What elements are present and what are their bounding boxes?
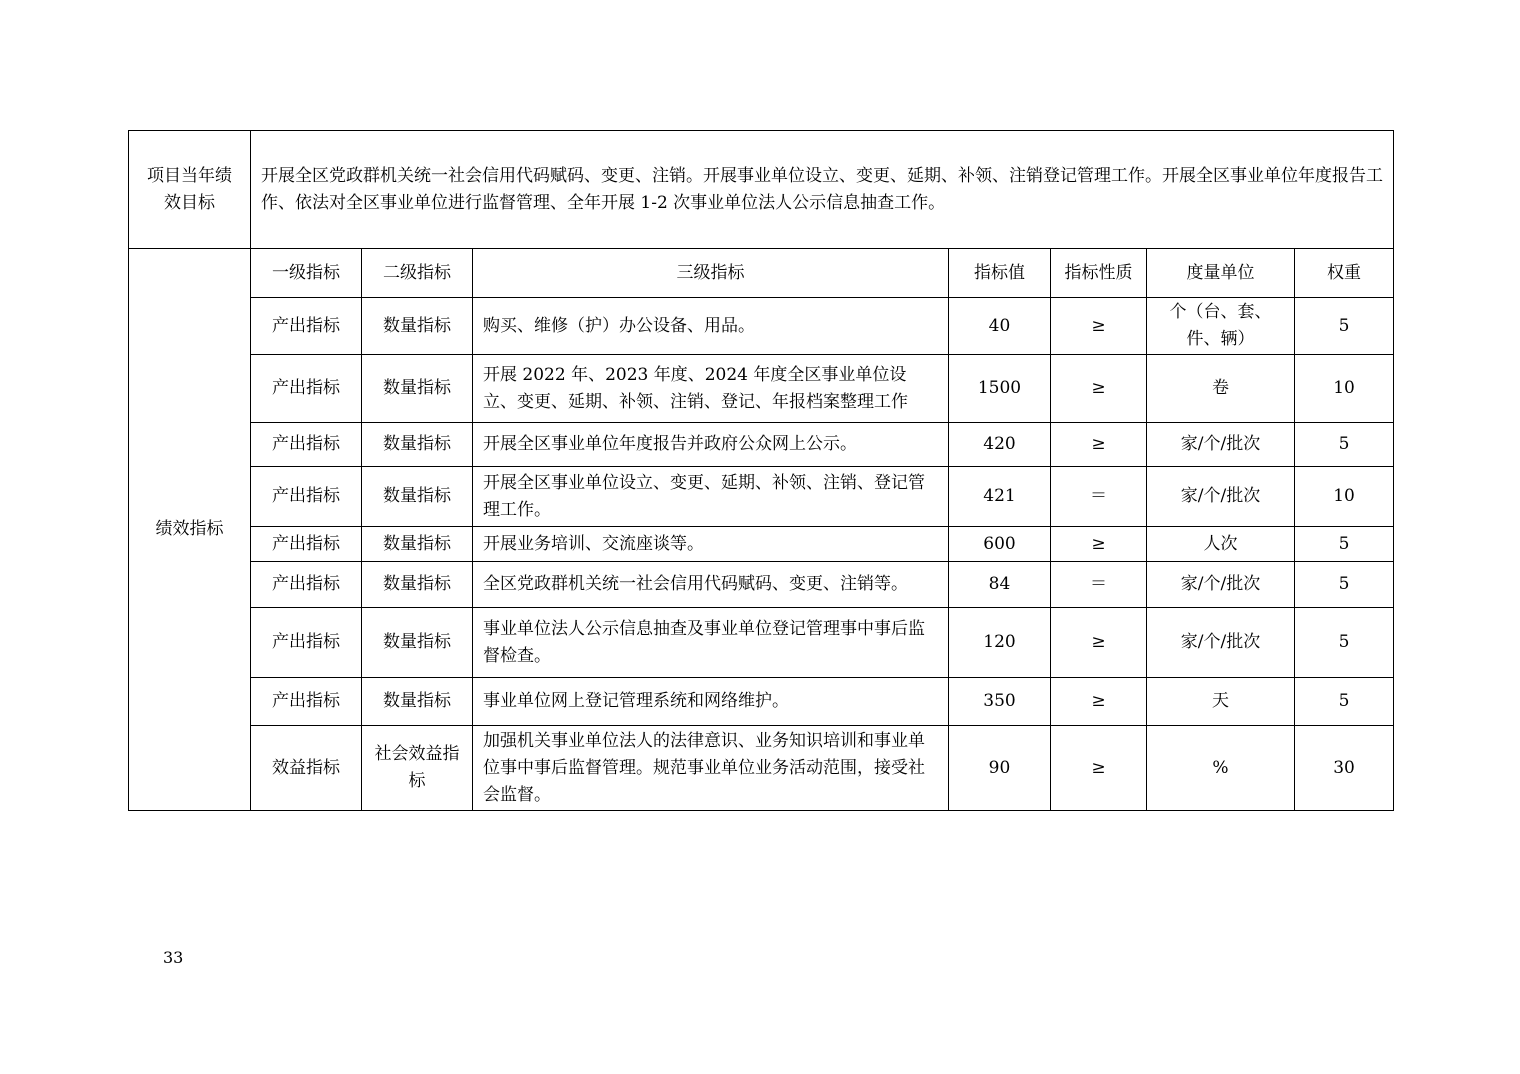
level2-cell: 数量指标 bbox=[362, 423, 473, 467]
value-cell: 600 bbox=[949, 527, 1051, 562]
level3-cell: 开展全区事业单位年度报告并政府公众网上公示。 bbox=[473, 423, 949, 467]
value-cell: 420 bbox=[949, 423, 1051, 467]
value-cell: 84 bbox=[949, 562, 1051, 608]
unit-cell: 个（台、套、件、辆） bbox=[1147, 298, 1295, 355]
goal-label: 项目当年绩效目标 bbox=[129, 131, 251, 249]
level2-cell: 数量指标 bbox=[362, 298, 473, 355]
weight-cell: 5 bbox=[1295, 423, 1394, 467]
level2-cell: 数量指标 bbox=[362, 527, 473, 562]
table-row bbox=[129, 423, 1394, 467]
level1-cell: 产出指标 bbox=[251, 298, 362, 355]
nature-cell: ＝ bbox=[1051, 467, 1147, 527]
level2-cell: 数量指标 bbox=[362, 467, 473, 527]
weight-cell: 10 bbox=[1295, 355, 1394, 423]
level3-cell: 事业单位网上登记管理系统和网络维护。 bbox=[473, 678, 949, 726]
value-cell: 350 bbox=[949, 678, 1051, 726]
level3-cell: 全区党政群机关统一社会信用代码赋码、变更、注销等。 bbox=[473, 562, 949, 608]
nature-cell: ＝ bbox=[1051, 562, 1147, 608]
header-level1: 一级指标 bbox=[251, 249, 362, 298]
table-row bbox=[129, 608, 1394, 678]
nature-cell: ≥ bbox=[1051, 298, 1147, 355]
level1-cell: 产出指标 bbox=[251, 423, 362, 467]
indicators-label: 绩效指标 bbox=[129, 249, 251, 811]
unit-cell: 卷 bbox=[1147, 355, 1295, 423]
weight-cell: 5 bbox=[1295, 527, 1394, 562]
level3-cell: 加强机关事业单位法人的法律意识、业务知识培训和事业单位事中事后监督管理。规范事业单位业务活动范围，接受社会监督。 bbox=[473, 726, 949, 811]
table-row bbox=[129, 355, 1394, 423]
performance-table bbox=[128, 130, 1394, 811]
level2-cell: 社会效益指标 bbox=[362, 726, 473, 811]
level3-cell: 事业单位法人公示信息抽查及事业单位登记管理事中事后监督检查。 bbox=[473, 608, 949, 678]
level2-cell: 数量指标 bbox=[362, 678, 473, 726]
goal-text: 开展全区党政群机关统一社会信用代码赋码、变更、注销。开展事业单位设立、变更、延期、补领、注销登记管理工作。开展全区事业单位年度报告工作、依法对全区事业单位进行监督管理、全年开展 1-2 次事业单位法人公示信息抽查工作。 bbox=[251, 131, 1394, 249]
level2-cell: 数量指标 bbox=[362, 608, 473, 678]
header-weight: 权重 bbox=[1295, 249, 1394, 298]
weight-cell: 5 bbox=[1295, 678, 1394, 726]
table-row bbox=[129, 527, 1394, 562]
table-row bbox=[129, 726, 1394, 811]
page-number: 33 bbox=[163, 948, 184, 967]
table-row bbox=[129, 298, 1394, 355]
nature-cell: ≥ bbox=[1051, 726, 1147, 811]
unit-cell: 家/个/批次 bbox=[1147, 608, 1295, 678]
table-row bbox=[129, 678, 1394, 726]
level1-cell: 产出指标 bbox=[251, 678, 362, 726]
table-row bbox=[129, 467, 1394, 527]
header-nature: 指标性质 bbox=[1051, 249, 1147, 298]
level3-cell: 购买、维修（护）办公设备、用品。 bbox=[473, 298, 949, 355]
table-row bbox=[129, 562, 1394, 608]
level1-cell: 产出指标 bbox=[251, 467, 362, 527]
nature-cell: ≥ bbox=[1051, 423, 1147, 467]
value-cell: 40 bbox=[949, 298, 1051, 355]
weight-cell: 30 bbox=[1295, 726, 1394, 811]
level2-cell: 数量指标 bbox=[362, 562, 473, 608]
value-cell: 90 bbox=[949, 726, 1051, 811]
weight-cell: 5 bbox=[1295, 298, 1394, 355]
nature-cell: ≥ bbox=[1051, 678, 1147, 726]
level3-cell: 开展 2022 年、2023 年度、2024 年度全区事业单位设立、变更、延期、补领、注销、登记、年报档案整理工作 bbox=[473, 355, 949, 423]
header-level2: 二级指标 bbox=[362, 249, 473, 298]
level1-cell: 产出指标 bbox=[251, 355, 362, 423]
weight-cell: 5 bbox=[1295, 562, 1394, 608]
level3-cell: 开展全区事业单位设立、变更、延期、补领、注销、登记管理工作。 bbox=[473, 467, 949, 527]
unit-cell: 人次 bbox=[1147, 527, 1295, 562]
unit-cell: 家/个/批次 bbox=[1147, 423, 1295, 467]
nature-cell: ≥ bbox=[1051, 355, 1147, 423]
header-row bbox=[129, 249, 1394, 298]
level3-cell: 开展业务培训、交流座谈等。 bbox=[473, 527, 949, 562]
level1-cell: 效益指标 bbox=[251, 726, 362, 811]
weight-cell: 10 bbox=[1295, 467, 1394, 527]
value-cell: 421 bbox=[949, 467, 1051, 527]
unit-cell: 家/个/批次 bbox=[1147, 562, 1295, 608]
level1-cell: 产出指标 bbox=[251, 527, 362, 562]
level1-cell: 产出指标 bbox=[251, 608, 362, 678]
header-unit: 度量单位 bbox=[1147, 249, 1295, 298]
level2-cell: 数量指标 bbox=[362, 355, 473, 423]
value-cell: 1500 bbox=[949, 355, 1051, 423]
header-level3: 三级指标 bbox=[473, 249, 949, 298]
unit-cell: 天 bbox=[1147, 678, 1295, 726]
unit-cell: % bbox=[1147, 726, 1295, 811]
goal-row bbox=[129, 131, 1394, 249]
nature-cell: ≥ bbox=[1051, 608, 1147, 678]
header-value: 指标值 bbox=[949, 249, 1051, 298]
weight-cell: 5 bbox=[1295, 608, 1394, 678]
value-cell: 120 bbox=[949, 608, 1051, 678]
nature-cell: ≥ bbox=[1051, 527, 1147, 562]
unit-cell: 家/个/批次 bbox=[1147, 467, 1295, 527]
level1-cell: 产出指标 bbox=[251, 562, 362, 608]
